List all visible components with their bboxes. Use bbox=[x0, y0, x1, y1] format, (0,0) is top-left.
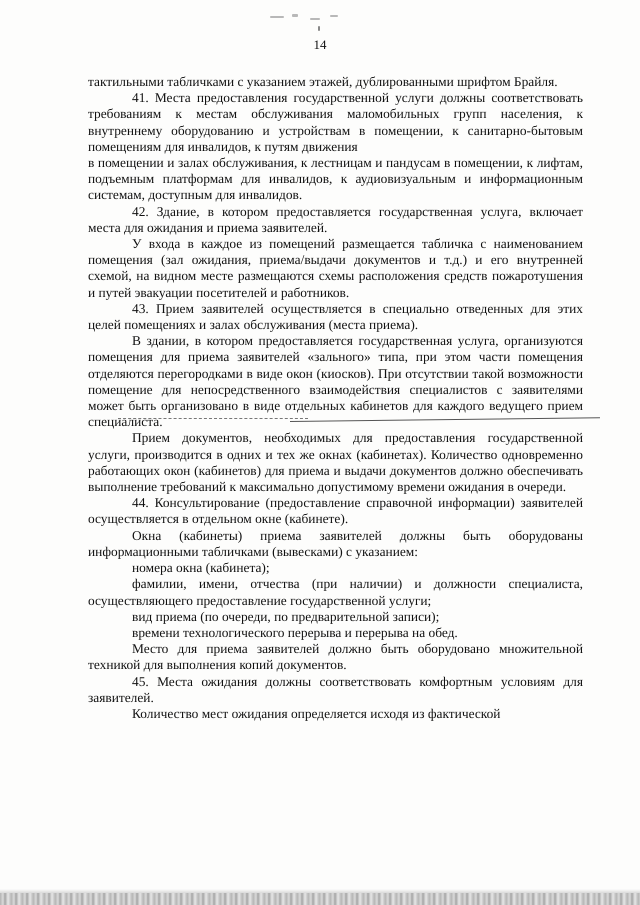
paragraph-42: 42. Здание, в котором предоставляется государственная услуга, включает места для ожидания и приема заявителей. bbox=[88, 203, 583, 235]
list-item: времени технологического перерыва и перерыва на обед. bbox=[132, 624, 458, 640]
paragraph: Место для приема заявителей должно быть оборудовано множительной техникой для выполнения копий документов. bbox=[88, 641, 583, 673]
paragraph: В здании, в котором предоставляется государственная услуга, организуются помещения для приема заявителей «зального» типа, при этом части помещения отделяются перегородками в виде окон (киосков). При отсутствии такой возможности помещение для непосредственного взаимодействия специалистов с заявителями может быть организовано в виде отдельных кабинетов для каждого ведущего прием специалиста. bbox=[88, 333, 583, 430]
scan-dashed-mark bbox=[118, 418, 308, 420]
paragraph-44: 44. Консультирование (предоставление справочной информации) заявителей осуществляется в отдельном окне (кабинете). bbox=[88, 495, 583, 527]
paragraph-43: 43. Прием заявителей осуществляется в специально отведенных для этих целей помещениях и залах обслуживания (места приема). bbox=[88, 300, 583, 333]
paragraph: Прием документов, необходимых для предоставления государственной услуги, производится в одних и тех же окнах (кабинетах). Количество одновременно работающих окон (кабинетов) для приема и выдачи документов должно обеспечивать выполнение требований к максимально допустимому времени ожидания в очереди. bbox=[88, 430, 583, 495]
list-item: фамилии, имени, отчества (при наличии) и должности специалиста, осуществляющего предоставление государственной услуги; bbox=[88, 576, 583, 608]
page-number: 14 bbox=[313, 37, 327, 52]
list-item: номера окна (кабинета); bbox=[132, 560, 270, 576]
paragraph: в помещении и залах обслуживания, к лестницам и пандусам в помещении, к лифтам, подъемным платформам для инвалидов, к аудиовизуальным и информационным системам, доступным для инвалидов. bbox=[88, 155, 583, 203]
paragraph-45: 45. Места ожидания должны соответствовать комфортным условиям для заявителей. bbox=[88, 673, 583, 705]
paragraph: тактильными табличками с указанием этажей, дублированными шрифтом Брайля. bbox=[88, 74, 558, 89]
paragraph: У входа в каждое из помещений размещается табличка с наименованием помещения (зал ожидания, приема/выдачи документов и т.д.) и его внутренней схемой, на видном месте размещаются схемы расположения средств пожаротушения и путей эвакуации посетителей и работников. bbox=[88, 236, 583, 300]
paragraph: Окна (кабинеты) приема заявителей должны быть оборудованы информационными табличками (вывесками) с указанием: bbox=[88, 527, 583, 559]
scan-artifact-bottom bbox=[0, 893, 640, 905]
paragraph: Количество мест ожидания определяется исходя из фактической bbox=[132, 705, 501, 721]
scan-artifact-top bbox=[270, 12, 360, 32]
document-body bbox=[88, 74, 583, 722]
list-item: вид приема (по очереди, по предварительной записи); bbox=[132, 608, 440, 624]
paragraph-41: 41. Места предоставления государственной услуги должны соответствовать требованиям к местам обслуживания маломобильных групп населения, к внутреннему оборудованию и устройствам в помещении, к санитарно-бытовым помещениям для инвалидов, к путям движения bbox=[88, 90, 583, 154]
